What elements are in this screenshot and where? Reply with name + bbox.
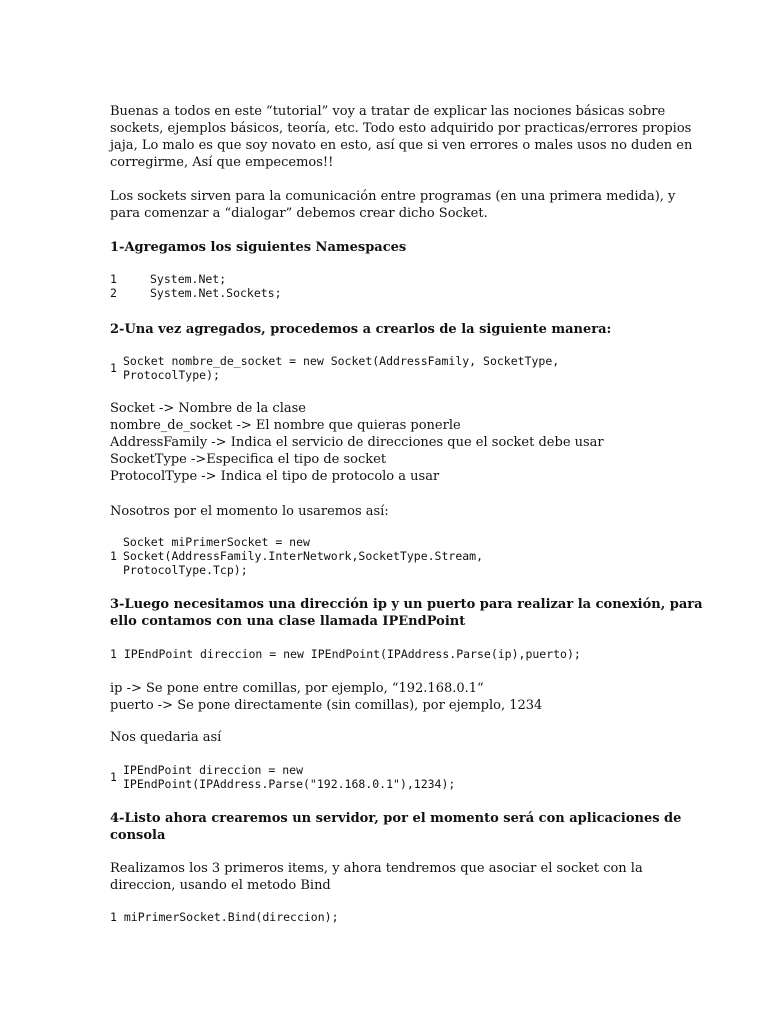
text-line: direccion, usando el metodo Bind (110, 878, 331, 893)
line-number: 1 (110, 770, 117, 784)
bind-paragraph (110, 860, 670, 894)
text-line: corregirme, Así que empecemos!! (110, 155, 334, 170)
code-line: Socket(AddressFamily.InterNetwork,SocketType.Stream, (123, 549, 484, 563)
code-line: ProtocolType); (123, 368, 220, 382)
heading-ipendpoint (110, 596, 703, 630)
code-line: Socket miPrimerSocket = new (123, 535, 310, 549)
text-line: Los sockets sirven para la comunicación entre programas (en una primera medida), y (110, 189, 676, 204)
ip-notes (110, 680, 670, 714)
code-bind (110, 910, 670, 924)
code-line: ProtocolType.Tcp); (123, 563, 248, 577)
code-ipendpoint (110, 647, 670, 661)
definitions-list (110, 400, 670, 485)
definition-item: Socket -> Nombre de la clase (110, 401, 306, 416)
definition-item: nombre_de_socket -> El nombre que quieras ponerle (110, 418, 461, 433)
text-line: Realizamos los 3 primeros items, y ahora tendremos que asociar el socket con la (110, 861, 643, 876)
sockets-paragraph (110, 188, 676, 222)
heading-server (110, 810, 682, 844)
code-line: 1 IPEndPoint direccion = new IPEndPoint(IPAddress.Parse(ip),puerto); (110, 647, 581, 661)
heading-namespaces: 1-Agregamos los siguientes Namespaces (110, 240, 407, 255)
heading-create-socket: 2-Una vez agregados, procedemos a crearlos de la siguiente manera: (110, 322, 612, 337)
code-line: IPEndPoint(IPAddress.Parse("192.168.0.1"),1234); (123, 777, 456, 791)
text-line: ip -> Se pone entre comillas, por ejemplo, “192.168.0.1“ (110, 681, 484, 696)
code-socket-declaration (110, 354, 670, 382)
quedaria-paragraph: Nos quedaria así (110, 730, 222, 745)
line-number: 1 (110, 647, 117, 661)
heading-line: 4-Listo ahora crearemos un servidor, por el momento será con aplicaciones de (110, 811, 682, 826)
heading-line: consola (110, 828, 166, 843)
text-line: para comenzar a “dialogar” debemos crear dicho Socket. (110, 206, 488, 221)
definition-item: SocketType ->Especifica el tipo de socket (110, 452, 387, 467)
usage-paragraph: Nosotros por el momento lo usaremos así: (110, 504, 389, 519)
intro-paragraph (110, 103, 693, 171)
heading-line: ello contamos con una clase llamada IPEndPoint (110, 614, 466, 629)
code-line: Socket nombre_de_socket = new Socket(AddressFamily, SocketType, (123, 354, 560, 368)
text-line: jaja, Lo malo es que soy novato en esto, así que si ven errores o males usos no duden en (110, 138, 693, 153)
code-line: 2 System.Net.Sockets; (110, 286, 282, 300)
definition-item: ProtocolType -> Indica el tipo de protocolo a usar (110, 469, 440, 484)
heading-line: 3-Luego necesitamos una dirección ip y un puerto para realizar la conexión, para (110, 597, 703, 612)
code-line: IPEndPoint direccion = new (123, 763, 304, 777)
line-number: 1 (110, 549, 117, 563)
line-number: 1 (110, 910, 117, 924)
code-line: 1 miPrimerSocket.Bind(direccion); (110, 910, 339, 924)
code-line: 1 System.Net; (110, 272, 227, 286)
text-line: puerto -> Se pone directamente (sin comillas), por ejemplo, 1234 (110, 698, 543, 713)
code-ipendpoint-example (110, 763, 670, 791)
text-line: sockets, ejemplos básicos, teoría, etc. Todo esto adquirido por practicas/errores propios (110, 121, 692, 136)
text-line: Buenas a todos en este “tutorial” voy a tratar de explicar las nociones básicas sobre (110, 104, 666, 119)
code-namespaces (110, 272, 670, 300)
line-number: 1 (110, 361, 117, 375)
code-socket-instance (110, 535, 670, 577)
definition-item: AddressFamily -> Indica el servicio de direcciones que el socket debe usar (110, 435, 604, 450)
